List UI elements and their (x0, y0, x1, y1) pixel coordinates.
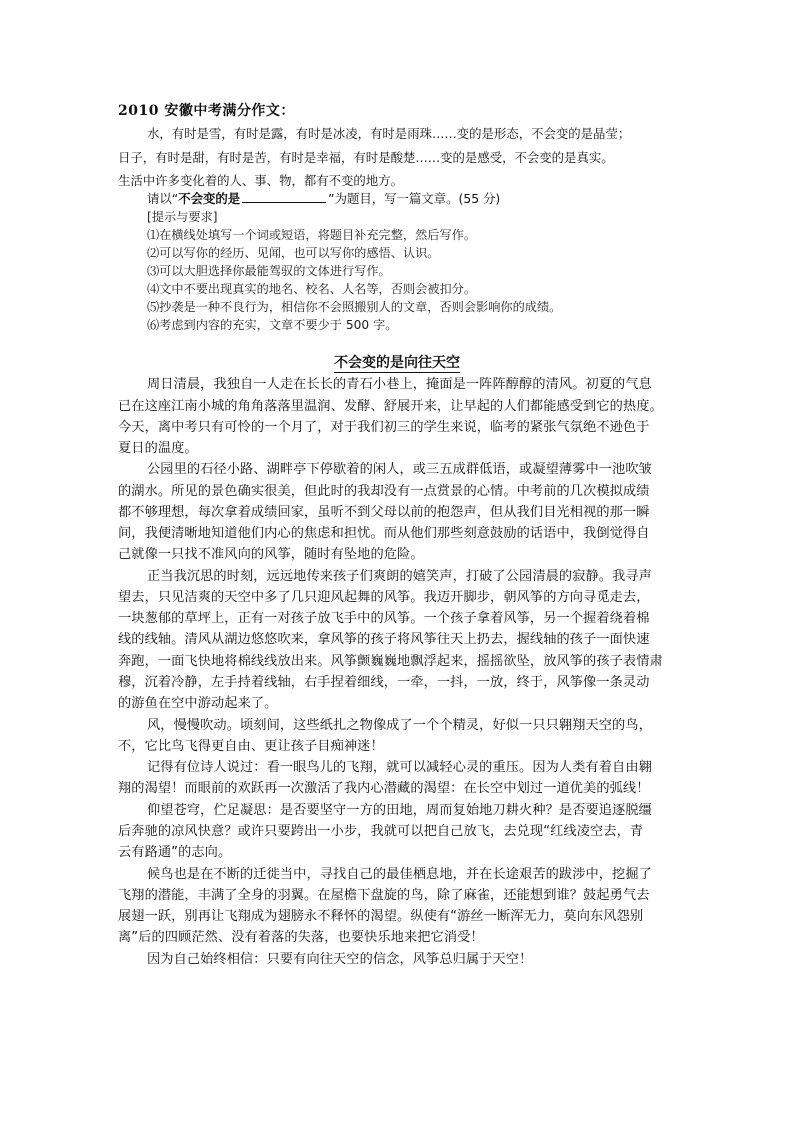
document-title: 2010 安徽中考满分作文： (118, 103, 295, 119)
essay-line: 候鸟也是在不断的迁徙当中，寻找自己的最佳栖息地，并在长途艰苦的跋涉中，挖掘了 (147, 867, 652, 882)
requirements-heading: [提示与要求] (147, 210, 218, 224)
task-text-after: ”为题目，写一篇文章。(55 分) (328, 191, 501, 206)
essay-line: 穆，沉着冷静，左手持着线轴，右手捏着细线，一牵，一抖，一放，终于，风筝像一条灵动 (118, 675, 650, 690)
task-title-stub: 不会变的是 (178, 191, 241, 206)
essay-line: 今天，离中考只有可怜的一个月了，对于我们初三的学生来说，临考的紧张气氛绝不逊色于 (118, 420, 650, 435)
essay-line: 展翅一跃，别再让飞翔成为翅膀永不释怀的渴望。纵使有“游丝一断浑无力，莫向东风怨别 (118, 909, 644, 924)
essay-line: 记得有位诗人说过：看一眼鸟儿的飞翔，就可以减轻心灵的重压。因为人类有着自由翱 (147, 760, 652, 775)
task-text-before: 请以“ (147, 191, 179, 206)
essay-line: 公园里的石径小路、湖畔亭下停歇着的闲人，或三五成群低语，或凝望薄雾中一池吹皱 (147, 462, 652, 477)
essay-line: 离”后的四顾茫然、没有着落的失落，也要快乐地来把它消受！ (118, 930, 484, 945)
essay-title-text: 不会变的是向往天空 (334, 355, 460, 371)
essay-line: 已在这座江南小城的角角落落里温润、发酵、舒展开来，让早起的人们都能感受到它的热度。 (118, 399, 663, 414)
prompt-line: 生活中许多变化着的人、事、物，都有不变的地方。 (118, 173, 403, 188)
essay-line: 后奔驰的凉风快意？或许只要跨出一小步，我就可以把自己放飞，去兑现“红线凌空去，青 (118, 824, 644, 839)
essay-line: 因为自己始终相信：只要有向往天空的信念，风筝总归属于天空！ (147, 952, 533, 967)
requirement-item: ⑷文中不要出现真实的地名、校名、人名等，否则会被扣分。 (147, 282, 477, 296)
essay-line: 翔的渴望！而眼前的欢跃再一次激活了我内心潜藏的渴望：在长空中划过一道优美的弧线！ (118, 781, 650, 796)
essay-line: 周日清晨，我独自一人走在长长的青石小巷上，掩面是一阵阵醇醇的清风。初夏的气息 (147, 377, 652, 392)
requirement-item: ⑴在横线处填写一个词或短语，将题目补充完整，然后写作。 (147, 228, 477, 242)
essay-line: 云有路通”的志向。 (118, 845, 232, 860)
task-line (147, 191, 500, 207)
requirement-item: ⑸抄袭是一种不良行为，相信你不会照搬别人的文章，否则会影响你的成绩。 (147, 300, 562, 314)
essay-line: 正当我沉思的时刻，远远地传来孩子们爽朗的嬉笑声，打破了公园清晨的寂静。我寻声 (147, 569, 652, 584)
prompt-line: 日子，有时是甜，有时是苦，有时是幸福，有时是酸楚……变的是感受，不会变的是真实。 (118, 150, 614, 165)
requirement-item: ⑵可以写你的经历、见闻，也可以写你的感悟、认识。 (147, 246, 440, 260)
essay-line: 夏日的温度。 (118, 441, 198, 456)
essay-line: 风，慢慢吹动。顷刻间，这些纸扎之物像成了一个个精灵，好似一只只翱翔天空的鸟， (147, 718, 652, 733)
essay-line: 的游鱼在空中游动起来了。 (118, 696, 278, 711)
prompt-line: 水，有时是雪，有时是露，有时是冰凌，有时是雨珠……变的是形态，不会变的是晶莹； (147, 126, 631, 141)
essay-line: 线的线轴。清风从湖边悠悠吹来，拿风筝的孩子将风筝往天上扔去，握线轴的孩子一面快速 (118, 632, 650, 647)
essay-line: 己就像一只找不准风向的风筝，随时有坠地的危险。 (118, 547, 424, 562)
essay-line: 间，我便清晰地知道他们内心的焦虑和担忧。而从他们那些刻意鼓励的话语中，我倒觉得自 (118, 526, 650, 541)
essay-line: 望去，只见洁爽的天空中多了几只迎风起舞的风筝。我迈开脚步，朝风筝的方向寻觅走去， (118, 590, 650, 605)
essay-line: 不，它比鸟飞得更自由、更让孩子目痴神迷！ (118, 739, 384, 754)
essay-line: 一块葱郁的草坪上，正有一对孩子放飞手中的风筝。一个孩子拿着风筝，另一个握着绕着棉 (118, 611, 650, 626)
essay-line: 飞翔的潜能，丰满了全身的羽翼。在屋檐下盘旋的鸟，除了麻雀，还能想到谁？鼓起勇气去 (118, 888, 650, 903)
essay-title (0, 352, 794, 372)
requirement-item: ⑹考虑到内容的充实，文章不要少于 500 字。 (147, 318, 398, 332)
requirement-item: ⑶可以大胆选择你最能驾驭的文体进行写作。 (147, 264, 391, 278)
essay-line: 仰望苍穹，伫足凝思：是否要坚守一方的田地，周而复始地刀耕火种？是否要追逐脱缰 (147, 803, 652, 818)
essay-line: 奔跑，一面飞快地将棉线线放出来。风筝颤巍巍地飘浮起来，摇摇欲坠，放风筝的孩子表情肃 (118, 654, 663, 669)
title-blank-line (242, 191, 326, 203)
essay-line: 的湖水。所见的景色确实很美，但此时的我却没有一点赏景的心情。中考前的几次模拟成绩 (118, 484, 650, 499)
essay-line: 都不够理想，每次拿着成绩回家，虽听不到父母以前的抱怨声，但从我们目光相视的那一瞬 (118, 505, 650, 520)
